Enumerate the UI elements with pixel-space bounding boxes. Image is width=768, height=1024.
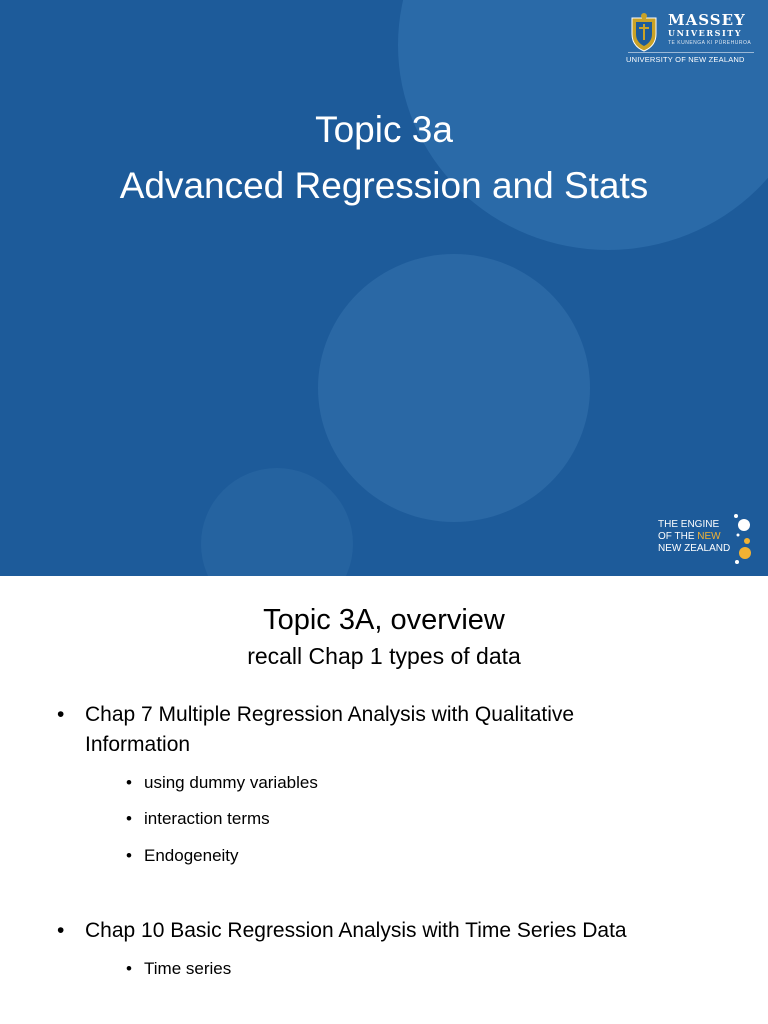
sub-bullet-text: Endogeneity [144,846,239,865]
bullet-symbol: • [57,703,65,726]
logo-tagline: UNIVERSITY OF NEW ZEALAND [626,55,745,64]
logo-divider [628,52,754,53]
bullet-chap10-line1: Chap 10 Basic Regression Analysis with Time Series Data [85,919,627,942]
sub-bullet-text: interaction terms [144,809,270,828]
engine-line2-prefix: OF THE [658,531,698,542]
engine-line1: THE ENGINE [658,519,720,530]
engine-highlight: NEW [697,531,721,542]
bullet-symbol: • [126,846,132,865]
slide-title-line1: Topic 3a [315,109,453,150]
sub-bullet-dummy [126,771,318,795]
crest-icon [628,12,660,52]
bullet-chap7 [57,700,575,760]
engine-tagline [658,519,758,567]
sub-bullet-text: using dummy variables [144,773,318,792]
bullet-symbol: • [57,919,65,942]
bullet-symbol: • [126,773,132,792]
decorative-circle-center [318,254,590,522]
engine-line2 [658,531,730,543]
slide-title-line2: Advanced Regression and Stats [119,165,649,206]
overview-subtitle: recall Chap 1 types of data [247,643,521,669]
sub-bullet-endogeneity [126,844,239,868]
logo-university: UNIVERSITY [668,28,743,38]
bullet-symbol: • [126,809,132,828]
bullet-chap7-line1: Chap 7 Multiple Regression Analysis with Qualitative [85,703,575,726]
logo-name: MASSEY [668,11,746,29]
logo-maori-name: TE KUNENGA KI PŪREHUROA [668,40,752,46]
overview-slide [0,576,768,1024]
sub-bullet-text: Time series [144,959,232,978]
bullet-symbol: • [126,959,132,978]
engine-dots-icon [732,513,756,565]
decorative-circle-bottom [201,468,353,576]
engine-text [658,519,730,555]
bullet-chap7-line2: Information [85,733,191,756]
overview-title: Topic 3A, overview [263,604,505,636]
sub-bullet-interaction [126,807,270,831]
engine-line3: NEW ZEALAND [658,543,731,554]
massey-logo [624,10,756,66]
sub-bullet-time-series [126,957,232,981]
bullet-chap10 [57,916,627,946]
